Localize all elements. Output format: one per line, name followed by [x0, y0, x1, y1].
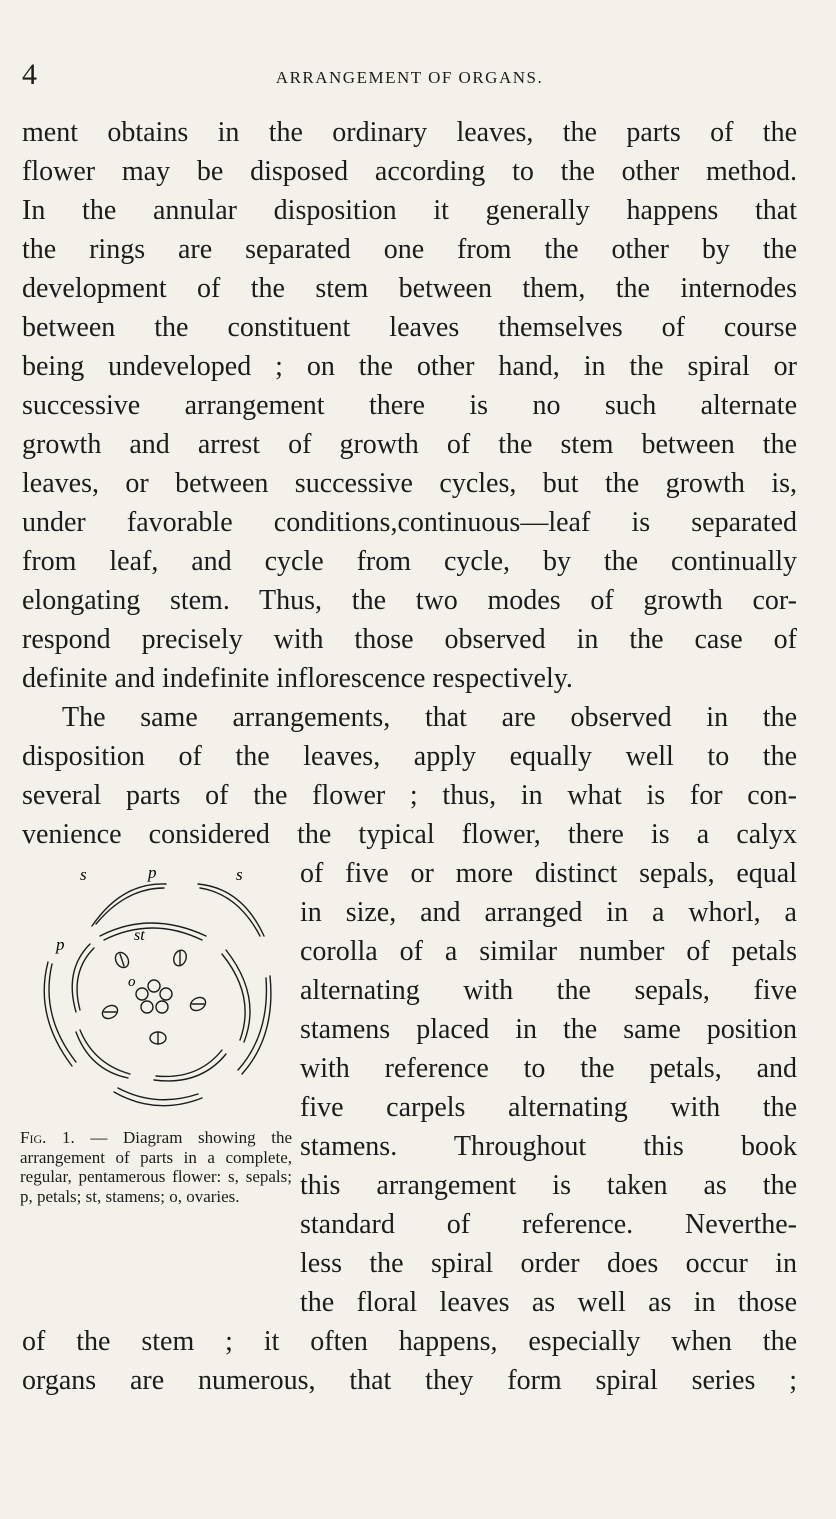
- text-line: of the stem ; it often happens, especially when the: [22, 1326, 797, 1357]
- petal-right-inner: [222, 954, 245, 1040]
- text-line: successive arrangement there is no such alternate: [22, 390, 797, 421]
- text-line: under favorable conditions,continuous—leaf is separated: [22, 507, 797, 538]
- text-line: stamens placed in the same position: [300, 1014, 797, 1045]
- text-line: stamens. Throughout this book: [300, 1131, 797, 1162]
- text-line: ment obtains in the ordinary leaves, the parts of the: [22, 117, 797, 148]
- sepal-top-right: [198, 884, 264, 936]
- text-line: corolla of a similar number of petals: [300, 936, 797, 967]
- sepal-top-left-inner: [96, 888, 164, 924]
- figure-label: s: [236, 866, 243, 884]
- text-line: elongating stem. Thus, the two modes of growth cor-: [22, 585, 797, 616]
- text-line: in size, and arranged in a whorl, a: [300, 897, 797, 928]
- ovaries-cluster: [136, 980, 172, 1013]
- text-line: disposition of the leaves, apply equally well to the: [22, 741, 797, 772]
- figure-caption: [20, 1128, 292, 1206]
- text-line: with reference to the petals, and: [300, 1053, 797, 1084]
- figure-label: s: [80, 866, 87, 884]
- petal-left: [72, 944, 90, 1012]
- text-line: organs are numerous, that they form spiral series ;: [22, 1365, 797, 1396]
- text-line: the floral leaves as well as in those: [300, 1287, 797, 1318]
- stamen-right: [188, 995, 208, 1013]
- floral-diagram-svg: [30, 866, 284, 1126]
- text-line: between the constituent leaves themselves of course: [22, 312, 797, 343]
- sepal-bottom-inner: [118, 1088, 198, 1100]
- figure-label: st: [134, 927, 145, 944]
- figure-caption-text: 1. — Diagram showing the arrangement of parts in a complete, regular, pentamerous flower: s, sepals; p, petals; st, stamens; o, ovaries.: [20, 1128, 293, 1206]
- text-line: this arrangement is taken as the: [300, 1170, 797, 1201]
- text-line: growth and arrest of growth of the stem between the: [22, 429, 797, 460]
- text-line: less the spiral order does occur in: [300, 1248, 797, 1279]
- text-line: venience considered the typical flower, there is a calyx: [22, 819, 797, 850]
- page-number: 4: [22, 58, 37, 91]
- text-line: alternating with the sepals, five: [300, 975, 797, 1006]
- stamen-top-right: [172, 948, 189, 967]
- stamen-top-left: [113, 950, 131, 970]
- sepal-left-inner: [49, 964, 76, 1062]
- text-line: several parts of the flower ; thus, in what is for con-: [22, 780, 797, 811]
- text-line: In the annular disposition it generally happens that: [22, 195, 797, 226]
- stamen-left: [100, 1003, 120, 1021]
- text-line: from leaf, and cycle from cycle, by the continually: [22, 546, 797, 577]
- page-header: [22, 58, 797, 98]
- text-line: definite and indefinite inflorescence respectively.: [22, 663, 573, 694]
- text-line: leaves, or between successive cycles, but the growth is,: [22, 468, 797, 499]
- text-line: The same arrangements, that are observed in the: [62, 702, 797, 733]
- petal-bottom-left-inner: [80, 1030, 130, 1074]
- text-line: the rings are separated one from the other by the: [22, 234, 797, 265]
- floral-diagram: [30, 866, 284, 1126]
- running-title: ARRANGEMENT OF ORGANS.: [275, 68, 544, 87]
- sepal-bottom: [114, 1092, 202, 1106]
- stamen-bottom: [150, 1032, 166, 1044]
- petal-bottom-right-inner: [156, 1050, 222, 1076]
- text-line: standard of reference. Neverthe-: [300, 1209, 797, 1240]
- text-line: respond precisely with those observed in the case of: [22, 624, 797, 655]
- petal-top: [100, 923, 206, 936]
- petal-top-inner: [104, 928, 202, 940]
- text-line: of five or more distinct sepals, equal: [300, 858, 797, 889]
- figure-label: o: [128, 974, 136, 990]
- text-line: flower may be disposed according to the other method.: [22, 156, 797, 187]
- figure-label: p: [56, 935, 65, 954]
- text-line: development of the stem between them, the internodes: [22, 273, 797, 304]
- text-line: five carpels alternating with the: [300, 1092, 797, 1123]
- text-line: being undeveloped ; on the other hand, in the spiral or: [22, 351, 797, 382]
- figure-caption-label: Fig.: [20, 1128, 47, 1147]
- figure-label: p: [148, 866, 157, 882]
- sepal-top-left: [92, 884, 166, 926]
